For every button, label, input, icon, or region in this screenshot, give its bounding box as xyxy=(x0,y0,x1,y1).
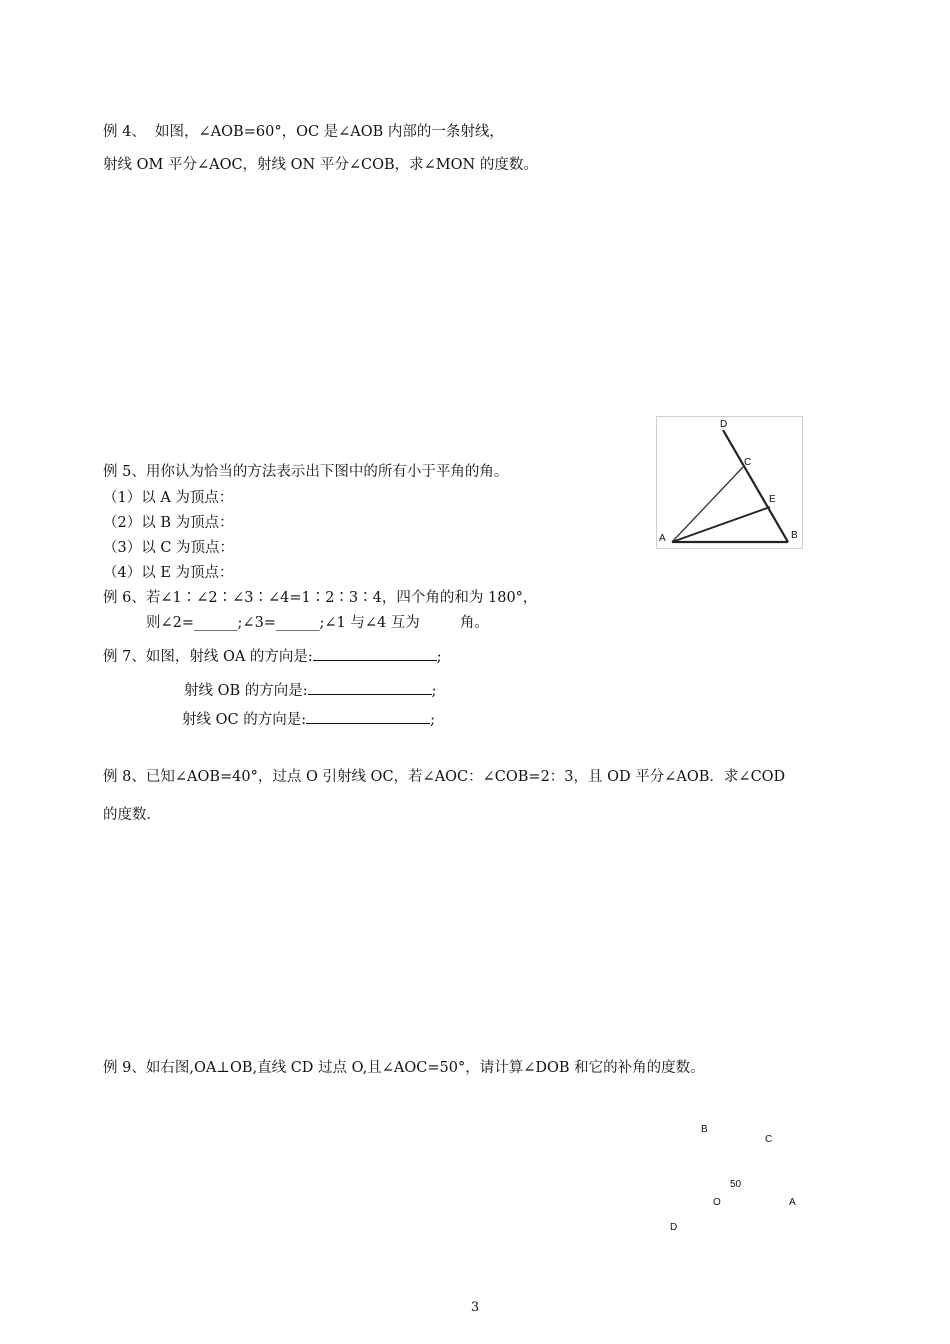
ex6-blank-angle3: ______ xyxy=(275,615,320,631)
ex6-end: 角。 xyxy=(459,615,489,631)
label-o: O xyxy=(713,1197,721,1208)
ex5-item-4: （4）以 E 为顶点： xyxy=(103,565,234,581)
ex5-title: 例 5、用你认为恰当的方法表示出下图中的所有小于平角的角。 xyxy=(103,464,509,480)
ex6-tail: ;∠1 与∠4 互为 xyxy=(319,615,420,631)
ex5-figure xyxy=(656,416,803,549)
ex9-line1: 例 9、如右图,OA⊥OB,直线 CD 过点 O,且∠AOC=50°，请计算∠DOB 和它的补角的度数。 xyxy=(103,1060,705,1076)
label-d: D xyxy=(670,1222,678,1233)
segment-db xyxy=(723,430,788,542)
label-a: A xyxy=(789,1197,796,1208)
ex5-item-1: （1）以 A 为顶点： xyxy=(103,490,234,506)
ex8-line1: 例 8、已知∠AOB=40°，过点 O 引射线 OC，若∠AOC：∠COB=2：3，且 OD 平分∠AOB．求∠COD xyxy=(103,769,786,785)
ex6-mid: ;∠3= xyxy=(237,615,276,631)
ex7-line1 xyxy=(103,646,442,667)
ex5-item-2: （2）以 B 为顶点： xyxy=(103,515,234,531)
ex4-line2: 射线 OM 平分∠AOC，射线 ON 平分∠COB，求∠MON 的度数。 xyxy=(103,157,538,173)
label-a: A xyxy=(659,533,666,544)
ex7-oa-label: 例 7、如图，射线 OA 的方向是: xyxy=(103,649,313,665)
label-d: D xyxy=(720,419,728,430)
ex8-line2: 的度数． xyxy=(103,807,161,823)
ex7-ob-suffix: ; xyxy=(431,683,437,699)
segment-ac xyxy=(672,467,743,542)
ex7-oc-label: 射线 OC 的方向是: xyxy=(182,712,307,728)
ex7-oc-suffix: ; xyxy=(430,712,435,728)
ex5-triangle-drawing xyxy=(657,417,802,548)
label-angle-50: 50 xyxy=(730,1179,742,1190)
label-c: C xyxy=(744,457,752,468)
ex6-blank-angle2: ______ xyxy=(194,615,238,631)
segment-ae xyxy=(672,507,770,542)
ex7-ob-blank xyxy=(308,680,432,695)
ex7-oa-suffix: ; xyxy=(436,649,442,665)
label-b: B xyxy=(701,1124,708,1135)
ex6-prefix: 则∠2= xyxy=(146,615,195,631)
ex7-ob-label: 射线 OB 的方向是: xyxy=(184,683,308,699)
label-e: E xyxy=(769,494,776,505)
ex7-oa-blank xyxy=(313,646,437,661)
ex5-item-3: （3）以 C 为顶点： xyxy=(103,540,235,556)
ex7-line2 xyxy=(184,680,437,701)
ex6-line2 xyxy=(146,613,489,633)
label-b: B xyxy=(791,530,798,541)
ex7-oc-blank xyxy=(306,709,430,724)
ex4-line1: 例 4、 如图，∠AOB=60°，OC 是∠AOB 内部的一条射线， xyxy=(103,124,504,140)
ex6-line1: 例 6、若∠1∶∠2∶∠3∶∠4=1∶2∶3∶4，四个角的和为 180°， xyxy=(103,590,538,606)
label-c: C xyxy=(765,1134,773,1145)
ex7-line3 xyxy=(182,709,435,730)
page-number: 3 xyxy=(470,1300,480,1315)
